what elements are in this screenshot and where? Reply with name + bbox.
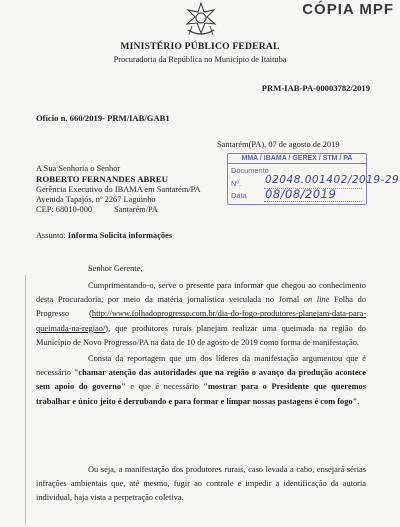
paragraph-1: Cumprimentando-o, serve o presente para informar que chegou ao conhecimento desta Procuradoria, por meio da matéria jornalística veiculada no Jornal on line Folha do Progresso (http://www.folhadoprogresso.com.br/dia-do-fogo-produtores-planejam-data-para-queimada-na-regiao/), que produtores rurais planejam realizar uma queimada na região do Município de Novo Progresso/PA na data de 10 de agosto de 2019 como forma de manifestação. [36, 281, 367, 347]
quote-1: "chamar atenção das autoridades que na região o avanço da produção acontece sem apoio do governo" [36, 368, 366, 392]
stamp-number-label: Nº. [231, 179, 242, 188]
office-heading: Procuradoria da República no Município de Itaituba [113, 55, 287, 64]
receipt-stamp [227, 153, 400, 205]
news-link[interactable]: http://www.folhadoprogresso.com.br/dia-do-fogo-produtores-planejam-data-para-queimada-na-regiao/ [36, 309, 366, 333]
paragraph-3: Ou seja, a manifestação dos produtores rurais, caso levada a cabo, ensejará sérias infrações ambientais que, até mesmo, fugir ao controle e impedir a identificação da autoria individual, haja vista a perpetração coletiva. [36, 465, 366, 503]
document-reference: PRM-IAB-PA-00003782/2019 [261, 83, 370, 93]
place-date: Santarém(PA), 07 de agosto de 2019 [217, 140, 340, 149]
recipient-cep: CEP: 68010-000 Santarém/PA [36, 205, 158, 214]
ministry-heading: MINISTÉRIO PÚBLICO FEDERAL [120, 41, 280, 52]
letter-number: Ofício n. 660/2019- PRM/IAB/GAB1 [36, 113, 170, 123]
quote-2: "mostrar para o Presidente que queremos trabalhar e único jeito é derrubando e para formar e limpar nossas pastagens é com fogo" [36, 382, 367, 406]
subject-text: Informa Solicita informações [67, 231, 173, 240]
stamp-date-value: 08/08/2019 [265, 187, 337, 201]
stamp-doc-label: Documento [231, 166, 269, 175]
recipient-name: ROBERTO FERNANDES ABREU [36, 174, 168, 184]
stamp-date-label: Data [231, 191, 247, 200]
stamp-title: MMA / IBAMA / GEREX / STM / PA [228, 155, 366, 164]
paragraph-2: Consta da reportagem que um dos líderes da manifestação argumentou que é necessário "chamar atenção das autoridades que na região o avanço da produção acontece sem apoio do governo" e que é necessário "mostrar para o Presidente que queremos trabalhar e único jeito é derrubando e para formar e limpar nossas pastagens é com fogo". [36, 354, 367, 406]
recipient-salutation: A Sua Senhoria o Senhor [36, 164, 121, 173]
greeting: Senhor Gerente, [88, 264, 143, 273]
subject-line [36, 231, 172, 240]
margin-rule [25, 275, 26, 525]
recipient-city: Santarém/PA [114, 205, 158, 214]
stamp-date-line [264, 201, 362, 202]
coat-of-arms-icon [184, 2, 218, 38]
stamp-number-value: 02048.001402/2019-29 [265, 174, 400, 186]
recipient-street: Avenida Tapajós, nº 2267 Laguinho [36, 195, 156, 204]
copy-stamp: CÓPIA MPF [302, 1, 394, 18]
subject-label: Assunto: [36, 231, 66, 240]
recipient-role: Gerência Executivo do IBAMA em Santarém/PA [36, 185, 201, 194]
